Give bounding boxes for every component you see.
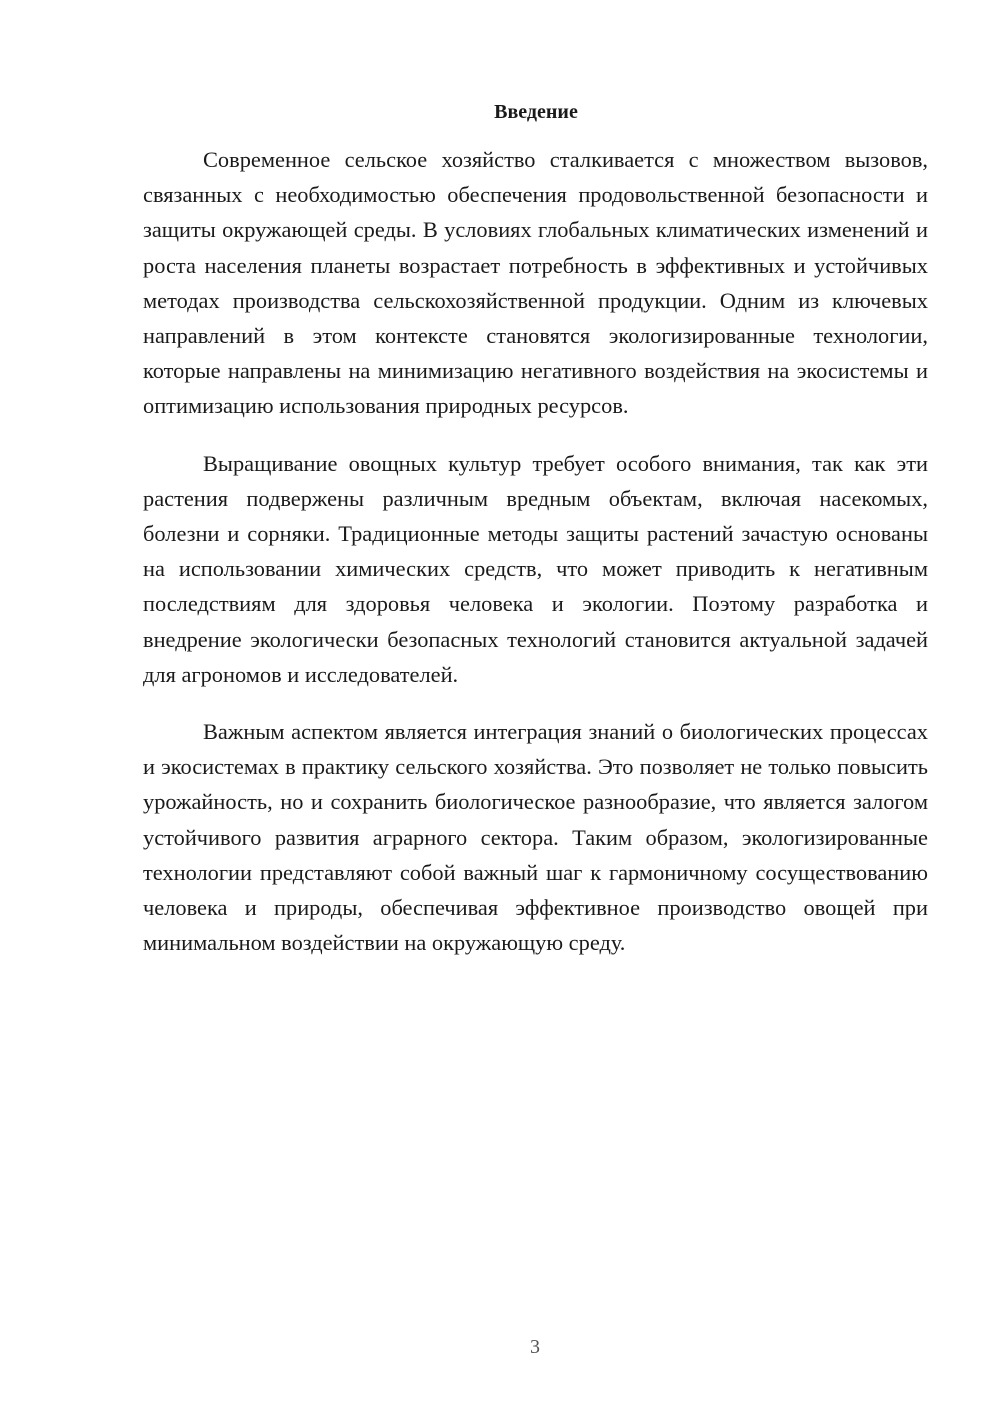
page-number: 3: [530, 1336, 540, 1358]
paragraph-2: Выращивание овощных культур требует особого внимания, так как эти растения подвержены различным вредным объектам, включая насекомых, болезни и сорняки. Традиционные методы защиты растений зачастую основаны на использовании химических средств, что может приводить к негативным последствиям для здоровья человека и экологии. Поэтому разработка и внедрение экологически безопасных технологий становится актуальной задачей для агрономов и исследователей.: [143, 450, 928, 687]
section-heading: Введение: [494, 101, 578, 123]
paragraph-3: Важным аспектом является интеграция знаний о биологических процессах и экосистемах в практику сельского хозяйства. Это позволяет не только повысить урожайность, но и сохранить биологическое разнообразие, что является залогом устойчивого развития аграрного сектора. Таким образом, экологизированные технологии представляют собой важный шаг к гармоничному сосуществованию человека и природы, обеспечивая эффективное производство овощей при минимальном воздействии на окружающую среду.: [143, 719, 928, 956]
body-text: [143, 142, 928, 982]
paragraph-1: Современное сельское хозяйство сталкивается с множеством вызовов, связанных с необходимостью обеспечения продовольственной безопасности и защиты окружающей среды. В условиях глобальных климатических изменений и роста населения планеты возрастает потребность в эффективных и устойчивых методах производства сельскохозяйственной продукции. Одним из ключевых направлений в этом контексте становятся экологизированные технологии, которые направлены на минимизацию негативного воздействия на экосистемы и оптимизацию использования природных ресурсов.: [143, 147, 928, 419]
